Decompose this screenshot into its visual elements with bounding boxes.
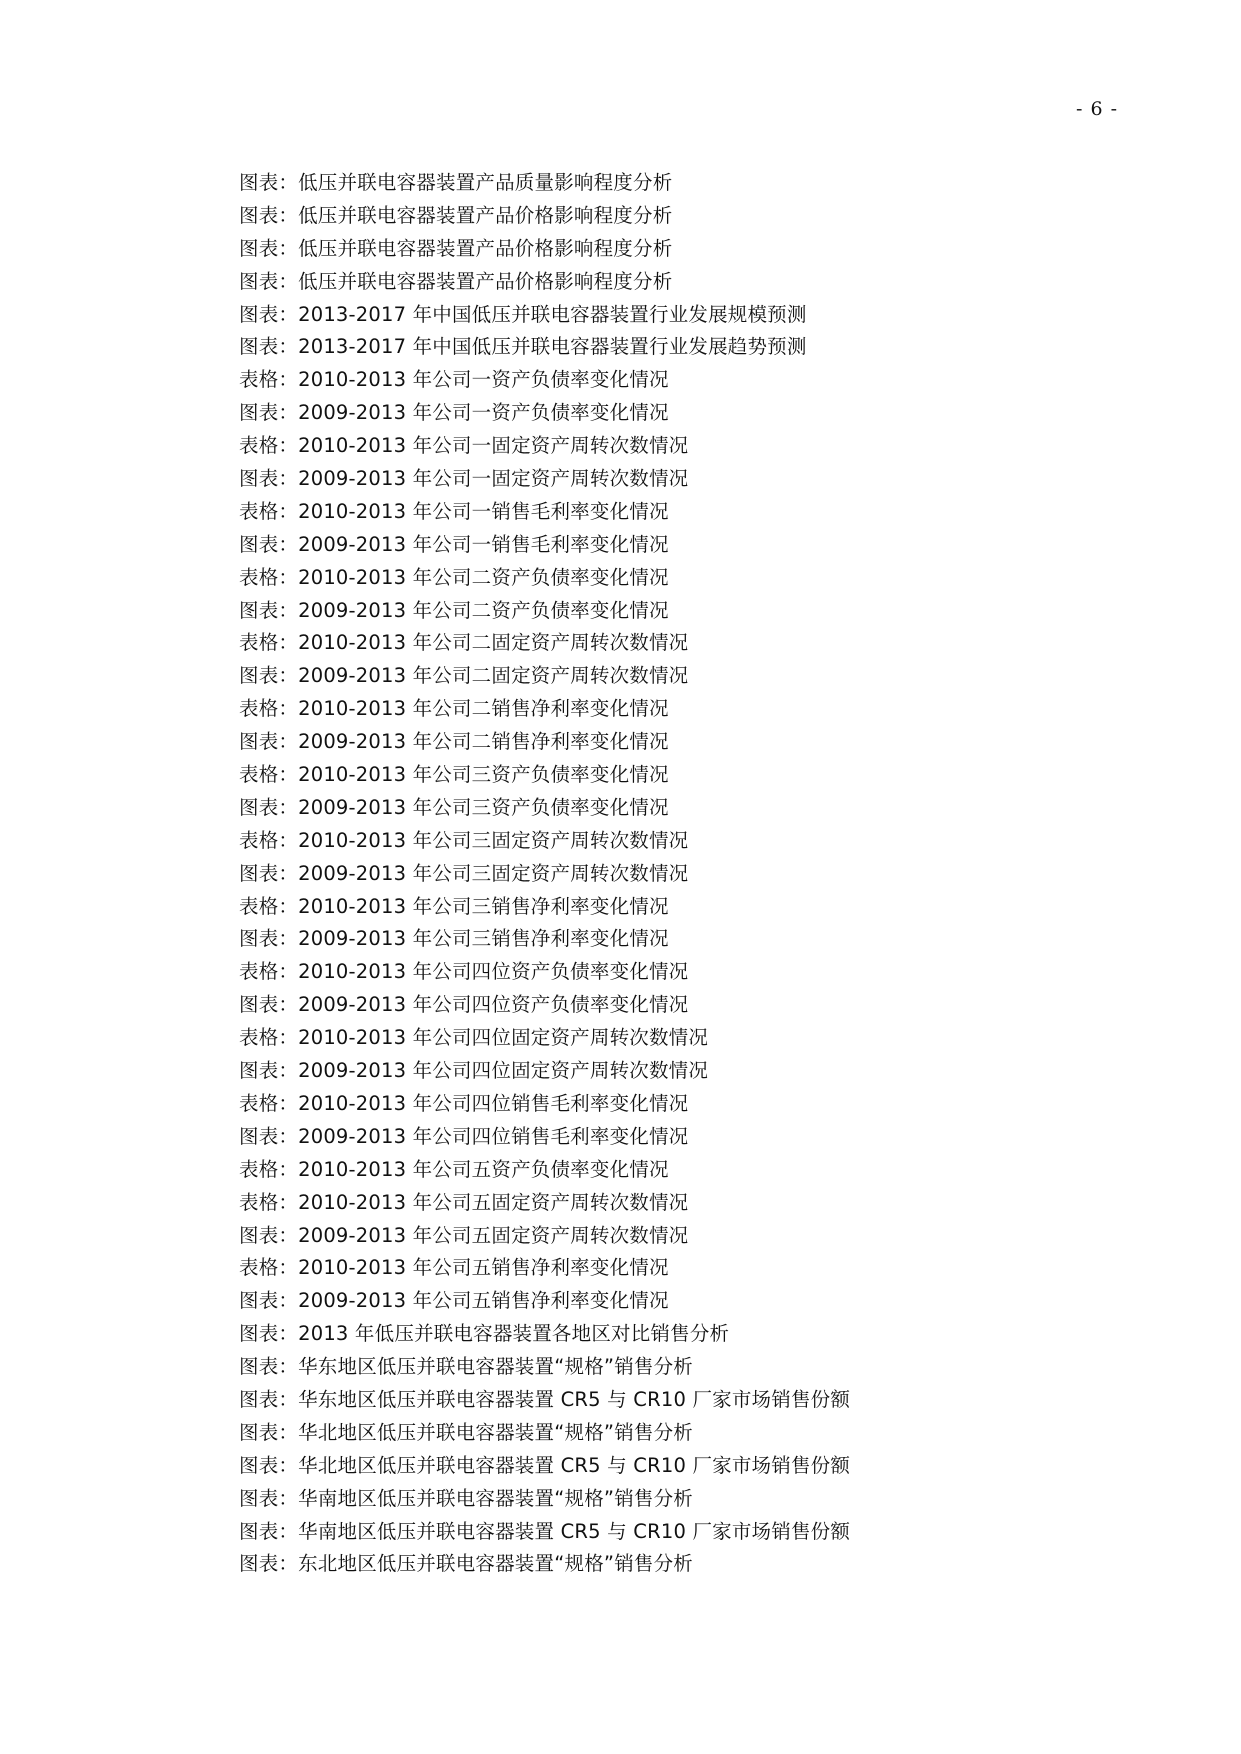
list-item: 表格：2010-2013 年公司三资产负债率变化情况 [239,763,669,787]
list-item: 图表：2009-2013 年公司三资产负债率变化情况 [239,795,669,819]
list-item: 图表：东北地区低压并联电容器装置“规格”销售分析 [239,1552,694,1576]
list-item: 图表：2009-2013 年公司五销售净利率变化情况 [239,1289,669,1313]
list-item: 图表：2009-2013 年公司四位资产负债率变化情况 [239,993,689,1017]
list-item: 图表：2009-2013 年公司一资产负债率变化情况 [239,401,669,425]
list-item: 表格：2010-2013 年公司五销售净利率变化情况 [239,1256,669,1280]
list-item: 表格：2010-2013 年公司一资产负债率变化情况 [239,368,669,392]
list-item: 图表：2009-2013 年公司二销售净利率变化情况 [239,730,669,754]
list-item: 图表：2009-2013 年公司一固定资产周转次数情况 [239,467,689,491]
list-item: 图表：华南地区低压并联电容器装置 CR5 与 CR10 厂家市场销售份额 [239,1519,851,1543]
list-item: 图表：2013-2017 年中国低压并联电容器装置行业发展规模预测 [239,302,807,326]
list-item: 表格：2010-2013 年公司五固定资产周转次数情况 [239,1190,689,1214]
list-item: 表格：2010-2013 年公司二固定资产周转次数情况 [239,631,689,655]
list-item: 表格：2010-2013 年公司二销售净利率变化情况 [239,697,669,721]
list-item: 图表：华南地区低压并联电容器装置“规格”销售分析 [239,1486,694,1510]
list-item: 图表：2009-2013 年公司四位固定资产周转次数情况 [239,1059,709,1083]
list-item: 图表：2009-2013 年公司三固定资产周转次数情况 [239,861,689,885]
list-item: 表格：2010-2013 年公司二资产负债率变化情况 [239,565,669,589]
list-item: 表格：2010-2013 年公司三销售净利率变化情况 [239,894,669,918]
list-item: 图表：2009-2013 年公司二固定资产周转次数情况 [239,664,689,688]
list-item: 图表：华东地区低压并联电容器装置“规格”销售分析 [239,1355,694,1379]
page-number: - 6 - [1075,98,1118,120]
list-item: 表格：2010-2013 年公司三固定资产周转次数情况 [239,828,689,852]
list-item: 表格：2010-2013 年公司四位销售毛利率变化情况 [239,1091,689,1115]
list-item: 表格：2010-2013 年公司四位资产负债率变化情况 [239,960,689,984]
list-item: 图表：低压并联电容器装置产品质量影响程度分析 [239,171,673,194]
list-item: 图表：低压并联电容器装置产品价格影响程度分析 [239,269,673,293]
list-item: 图表：2009-2013 年公司四位销售毛利率变化情况 [239,1124,689,1148]
list-item: 图表：2013-2017 年中国低压并联电容器装置行业发展趋势预测 [239,335,807,359]
list-item: 表格：2010-2013 年公司五资产负债率变化情况 [239,1157,669,1181]
list-item: 图表：2009-2013 年公司五固定资产周转次数情况 [239,1223,689,1247]
list-item: 图表：华北地区低压并联电容器装置“规格”销售分析 [239,1420,694,1444]
list-item: 图表：华北地区低压并联电容器装置 CR5 与 CR10 厂家市场销售份额 [239,1453,851,1477]
list-item: 表格：2010-2013 年公司一销售毛利率变化情况 [239,499,669,523]
list-item: 图表：2013 年低压并联电容器装置各地区对比销售分析 [239,1322,730,1346]
list-item: 图表：低压并联电容器装置产品价格影响程度分析 [239,203,673,227]
list-item: 图表：2009-2013 年公司三销售净利率变化情况 [239,927,669,951]
list-item: 表格：2010-2013 年公司四位固定资产周转次数情况 [239,1026,709,1050]
list-item: 图表：低压并联电容器装置产品价格影响程度分析 [239,236,673,260]
list-item: 图表：2009-2013 年公司一销售毛利率变化情况 [239,532,669,556]
list-item: 表格：2010-2013 年公司一固定资产周转次数情况 [239,434,689,458]
list-item: 图表：华东地区低压并联电容器装置 CR5 与 CR10 厂家市场销售份额 [239,1387,851,1411]
figure-list [239,167,850,1581]
list-item: 图表：2009-2013 年公司二资产负债率变化情况 [239,598,669,622]
